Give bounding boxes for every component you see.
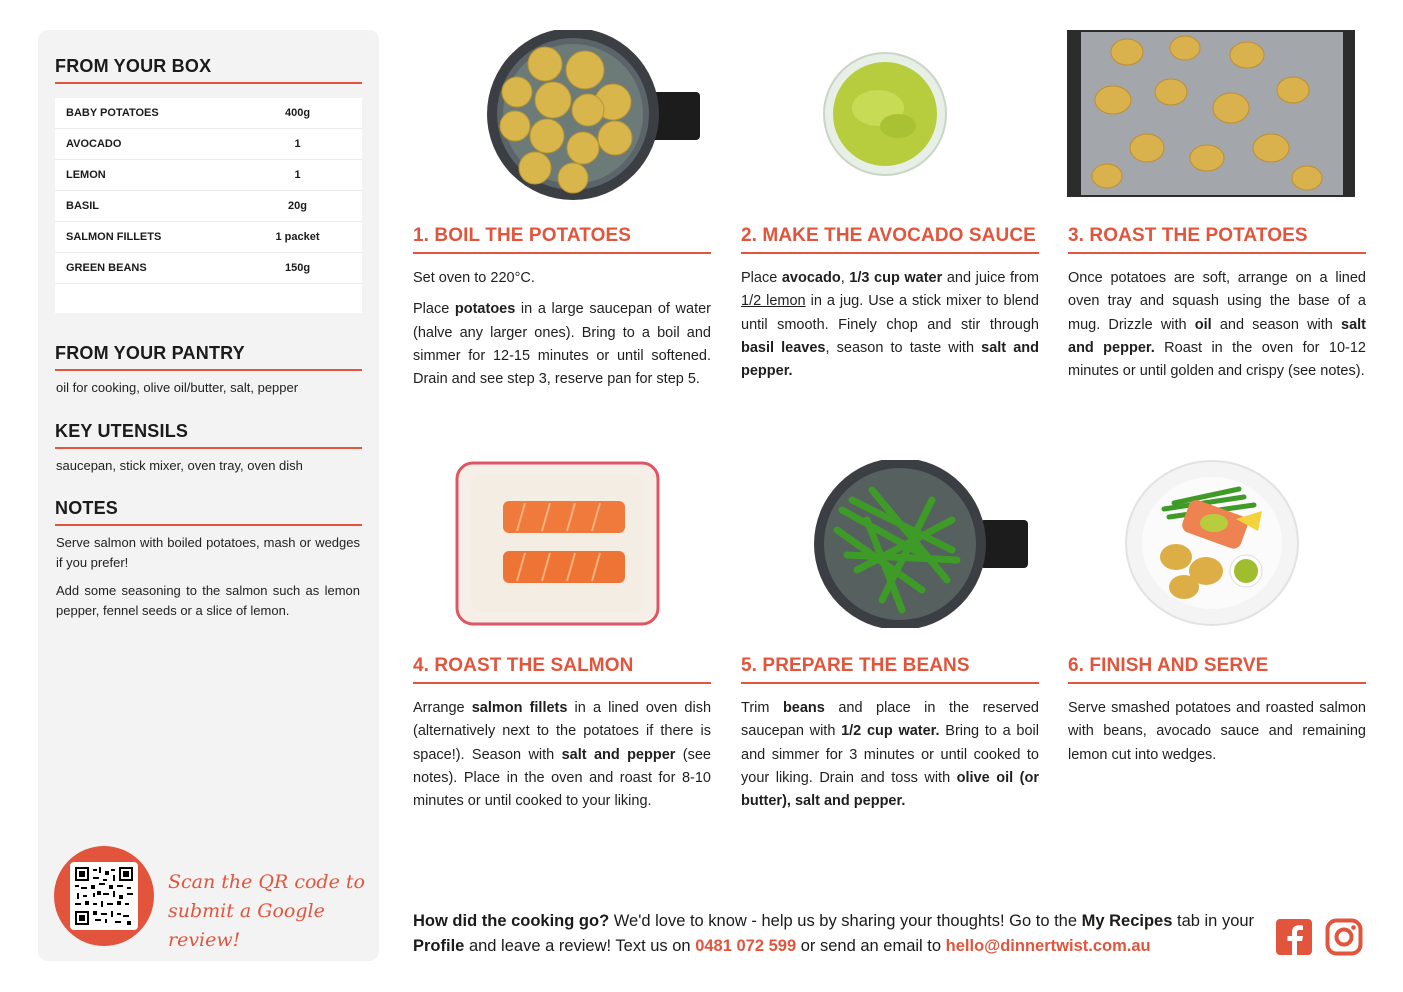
qr-caption-line: submit a Google review! bbox=[168, 900, 325, 951]
ingredient-qty: 20g bbox=[288, 200, 307, 212]
salmon-dish-image bbox=[455, 461, 660, 626]
text-run: and juice from bbox=[942, 270, 1039, 286]
utensils-text: saucepan, stick mixer, oven tray, oven dish bbox=[56, 458, 303, 473]
table-row bbox=[55, 160, 362, 191]
ingredient-highlight: 1/3 cup water bbox=[849, 270, 943, 286]
step-2-paragraph bbox=[741, 267, 1039, 383]
notes-heading: NOTES bbox=[55, 498, 362, 526]
text-run: and leave a review! Text us on bbox=[464, 937, 696, 955]
ingredient-highlight: olive oil (or butter), salt and pepper. bbox=[741, 769, 1040, 810]
footer-question: How did the cooking go? bbox=[413, 912, 610, 930]
text-run: Place bbox=[413, 301, 455, 318]
text-run: Arrange bbox=[413, 700, 472, 716]
email-link[interactable]: hello@dinnertwist.com.au bbox=[945, 937, 1151, 955]
utensils-heading: KEY UTENSILS bbox=[55, 421, 362, 449]
text-run: and season with bbox=[1211, 316, 1341, 333]
ingredient-qty: 150g bbox=[284, 262, 311, 274]
pantry-heading: FROM YOUR PANTRY bbox=[55, 343, 362, 371]
step-6-title: 6. FINISH AND SERVE bbox=[1068, 655, 1366, 684]
text-run: , season to taste with bbox=[825, 339, 982, 356]
ingredient-qty: 1 packet bbox=[275, 231, 320, 243]
roasting-potatoes-image bbox=[1067, 30, 1355, 197]
step-1-title: 1. BOIL THE POTATOES bbox=[413, 225, 711, 254]
text-run: tab in your bbox=[1172, 912, 1255, 930]
ingredient-highlight: 1/2 cup water. bbox=[841, 723, 940, 740]
facebook-icon[interactable] bbox=[1275, 918, 1313, 956]
text-run: in a large saucepan of water (halve any larger ones). Bring to a boil and simmer for 12-15 minutes or until softened. Drain and see step 3, reserve pan for step 5. bbox=[413, 301, 711, 388]
qr-code-icon bbox=[75, 867, 133, 925]
step-4-title: 4. ROAST THE SALMON bbox=[413, 655, 711, 684]
step-2-text bbox=[741, 267, 1039, 383]
text-run: in a jug. Use a stick mixer to blend until smooth. Finely chop and stir through bbox=[741, 293, 1039, 333]
finished-plate-image bbox=[1124, 459, 1300, 627]
ingredient-name: SALMON FILLETS bbox=[66, 231, 162, 243]
feedback-footer bbox=[413, 909, 1263, 959]
ingredient-name: LEMON bbox=[66, 169, 106, 181]
step-6-paragraph: Serve smashed potatoes and roasted salmon with beans, avocado sauce and remaining lemon cut into wedges. bbox=[1068, 700, 1366, 763]
qr-code[interactable] bbox=[70, 862, 138, 930]
note-item: Add some seasoning to the salmon such as lemon pepper, fennel seeds or a slice of lemon. bbox=[56, 583, 360, 618]
text-run: (see notes). Place in the oven and roast for 8-10 minutes or until cooked to your liking. bbox=[413, 746, 711, 810]
ingredient-highlight: salt and pepper. bbox=[741, 339, 1039, 380]
ingredient-highlight: salt and pepper bbox=[561, 746, 676, 763]
ingredients-table bbox=[55, 98, 362, 313]
step-5-title: 5. PREPARE THE BEANS bbox=[741, 655, 1039, 684]
ingredient-highlight: salt and pepper. bbox=[1068, 316, 1366, 356]
step-5-paragraph bbox=[741, 697, 1039, 813]
text-run: and place in the reserved saucepan with bbox=[741, 700, 1039, 740]
ingredient-name: BASIL bbox=[66, 200, 99, 212]
qr-badge[interactable] bbox=[54, 846, 154, 946]
text-run: Place bbox=[741, 270, 782, 286]
qr-caption bbox=[168, 868, 368, 955]
table-row bbox=[55, 129, 362, 160]
ingredient-name: GREEN BEANS bbox=[66, 262, 147, 274]
text-run: Once potatoes are soft, arrange on a lined oven tray and squash using the base of a mug. Drizzle with bbox=[1068, 270, 1366, 333]
ingredient-qty: 1 bbox=[294, 138, 301, 150]
boiling-potatoes-image bbox=[455, 30, 705, 200]
instagram-icon[interactable] bbox=[1325, 918, 1363, 956]
text-run: Roast in the oven for 10-12 minutes or until golden and crispy (see notes). bbox=[1068, 339, 1366, 380]
table-row bbox=[55, 98, 362, 129]
text-run: , bbox=[840, 270, 850, 286]
step-4-paragraph bbox=[413, 697, 711, 813]
ingredient-qty: 400g bbox=[284, 107, 311, 119]
step-1-text bbox=[413, 267, 711, 391]
pantry-text: oil for cooking, olive oil/butter, salt, pepper bbox=[56, 380, 299, 395]
ingredient-highlight: beans bbox=[782, 700, 825, 716]
from-your-box-heading: FROM YOUR BOX bbox=[55, 56, 362, 84]
ingredient-qty: 1 bbox=[294, 169, 301, 181]
text-run: Trim bbox=[741, 700, 783, 716]
phone-link[interactable]: 0481 072 599 bbox=[695, 937, 797, 955]
table-row bbox=[55, 191, 362, 222]
ingredient-highlight: potatoes bbox=[454, 301, 516, 318]
step-6-text bbox=[1068, 697, 1366, 767]
ingredient-highlight: oil bbox=[1194, 316, 1212, 333]
text-run: Bring to a boil and simmer for 3 minutes or until cooked to your liking. Drain and toss with bbox=[741, 723, 1039, 786]
avocado-sauce-image bbox=[820, 50, 950, 178]
table-row bbox=[55, 222, 362, 253]
ingredient-highlight: salmon fillets bbox=[471, 700, 568, 716]
sidebar bbox=[38, 30, 379, 961]
text-run: in a lined oven dish (alternatively next to the potatoes if there is space!). Season with bbox=[413, 700, 712, 763]
ingredient-name: BABY POTATOES bbox=[66, 107, 159, 119]
step-3-title: 3. ROAST THE POTATOES bbox=[1068, 225, 1366, 254]
step-4-text bbox=[413, 697, 711, 813]
qr-caption-line: Scan the QR code to bbox=[168, 871, 365, 893]
ingredient-name: AVOCADO bbox=[66, 138, 122, 150]
ingredient-underlined: 1/2 lemon bbox=[741, 293, 806, 310]
step-3-paragraph bbox=[1068, 267, 1366, 383]
ingredient-highlight: basil leaves bbox=[741, 339, 826, 356]
step-5-text bbox=[741, 697, 1039, 813]
step-1-paragraph bbox=[413, 298, 711, 391]
step-2-title: 2. MAKE THE AVOCADO SAUCE bbox=[741, 225, 1039, 254]
note-item: Serve salmon with boiled potatoes, mash or wedges if you prefer! bbox=[56, 535, 360, 570]
step-1-paragraph: Set oven to 220°C. bbox=[413, 270, 535, 286]
text-run: We'd love to know - help us by sharing your thoughts! Go to the bbox=[609, 912, 1082, 930]
my-recipes-label: My Recipes bbox=[1081, 912, 1173, 930]
table-row bbox=[55, 253, 362, 284]
ingredient-highlight: avocado bbox=[781, 270, 841, 286]
green-beans-image bbox=[782, 460, 1032, 628]
step-3-text bbox=[1068, 267, 1366, 383]
text-run: or send an email to bbox=[796, 937, 946, 955]
profile-label: Profile bbox=[413, 937, 465, 955]
